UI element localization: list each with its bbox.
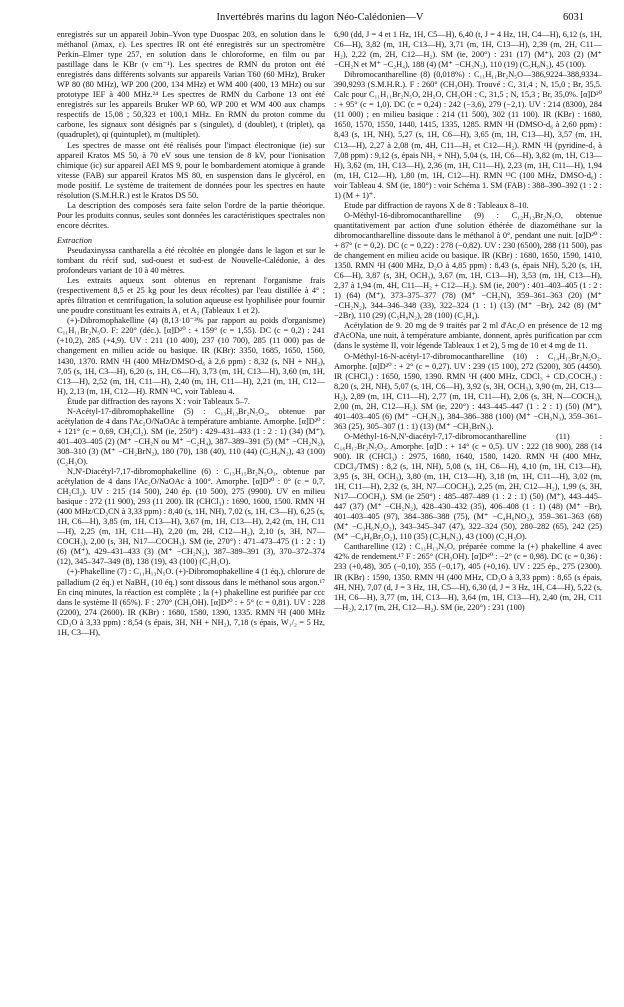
paragraph: (+)-Dibromophakelline (4) (8,13·10⁻³% par rapport au poids d'organisme) C₁₁H₁₁Br₂N₅O. F: 220° (déc.). [α]D²⁰ : + 159° (c = 1,55). DC (c = 0,2) : 241 (+10,2), 285 (+4,9). UV : 211 (10 400), 237 (10 700), 285 (11 000) pas de changement en milieu acide ou basique. IR (KBr): 3350, 1685, 1650, 1560, 1430, 1370. RMN ¹H (400 MHz/DMSO-d₆ à 2,6 ppm) : 8,32 (s, NH + NH₂), 7,05 (s, 1H, C3—H), 6,20 (s, 1H, C6—H), 3,73 (m, 1H, C13—H), 3,60 (m, 1H, C13—H), 2,52 (m, 1H, C11—H), 2,40 (m, 1H, C11—H), 2,21 (m, 1H, C12—H), 2,13 (m, 1H, C12—H). RMN ¹³C, voir Tableau 4.: [57, 316, 325, 396]
paragraph: Etude par diffraction de rayons X de 8 : Tableaux 8–10.: [344, 200, 529, 210]
paragraph: O-Méthyl-16-N,N'-diacétyl-7,17-dibromocantharelline (11) : C₁₆H₁₇Br₂N₅O₃. Amorphe. [α]D : + 14° (c = 0,5). UV : 222 (18 900), 288 (14 900). IR (CHCl₃) : 2975, 1680, 1640, 1580, 1420. RMN ¹H (400 MHz, CDCl₃/TMS) : 8,2 (s, 1H, NH), 5,08 (s, 1H, C6—H), 4,10 (m, 1H, C13—H), 3,95 (s, 3H, OCH₃), 3,80 (m, 1H, C13—H), 3,18 (m, 1H, C11—H), 3,02 (m, 1H, C11—H), 2,32 (s, 3H, N7—COCH₃), 2,25 (m, 2H, C12—H₂), 1,99 (s, 3H, N17—COCH₃). SM (ie 250°) : 485–487–489 (1 : 2 : 1) (50) (M⁺), 443–445–447 (37) (M⁺ −CH₂N₂), 428–430–432 (35), 406–408 (1 : 1) (48) (M⁺ −Br), 401–403–405 (97), 384–386–388 (75), (M⁺ −C₄H₆NO₂), 359–361–363 (68) (M⁺ −C₃H₆N₂O₂), 343–345–347 (47), 322–324 (50), 280–282 (65), 242 (25) (M⁺ −C₄H₆Br₂O₂), 110 (35) (C₅H₈N₂), 43 (100) (C₂H₃O).: [334, 431, 602, 542]
paragraph: Cantharelline (12) : C₁₁H₁₃N₅O, préparée comme la (+) phakelline 4 avec 42% de rendement.¹⁷ F : 265° (CH₃OH). [α]D²⁰ : −2° (c = 0,98). DC (c = 0,36) : 233 (+0,48), 305 (−0,10), 355 (−0,17), 405 (+0,16). UV : 225 ép., 275 (2300). IR (KBr) : 1590, 1350. RMN ¹H (400 MHz, CD₃O à 3,33 ppm) : 8,65 (s épais, 4H, NH), 7,07 (d, J = 3 Hz, 1H, C5—H), 6,30 (d, J = 3 Hz, 1H, C4—H), 5,22 (s, 1H, C6—H), 3,77 (m, 1H, C13—H), 3,64 (m, 1H, C13—H), 2,40 (m, 2H, C11—H₂), 2,17 (m, 2H, C12—H₂). SM (ie, 220°) : 231 (100): [334, 542, 602, 612]
paragraph: Pseudaxinyssa cantharella a été récoltée en plongée dans le lagon et sur le tombant du récif sud, sud-ouest et sud-est de Nouvelle-Calédonie, à des profondeurs variant de 10 à 40 mètres.: [57, 245, 325, 276]
paragraph: Dibromocantharelline (8) (0,018%) : C₁₁H₁₁Br₂N₅O—386,9224–388,9334–390,9293 (S.M.H.R.). F : 260° (CH₃OH). Trouvé : C, 31,4 ; N, 15,0 ; Br, 35,5. Calc pour C₁₁H₁₁Br₂N₅O, 2H₂O, CH₃OH : C, 31,5 ; N, 15,3 ; Br, 35,0%. [α]D²⁰ : + 95° (c = 1,0). DC (c = 0,24) : 242 (−3,6), 279 (−2,1). UV : 214 (8300), 284 (11 000) ; en milieu basique : 214 (11 500), 302 (11 100). IR (KBr) : 1680, 1650, 1570, 1550, 1440, 1415, 1335, 1285. RMN ¹H (DMSO-d₆ à 2,60 ppm) : 8,43 (s, 1H, NH), 5,27 (s, 1H, C6—H), 3,65 (m, 1H, C13—H), 3,57 (m, 1H, C13—H), 2,27 à 2,08 (m, 4H, C11—H₂ et C12—H₂). RMN ¹H (pyridine-d₅ à 7,08 ppm) : 9,12 (s, épais NH₂ + NH), 5,04 (s, 1H, C6—H), 3,82 (m, 1H, C13—H), 3,62 (m, 1H, C13—H), 2,36 (m, 1H, C11—H), 2,23 (m, 1H, C11—H), 1,94 (m, 1H, C12—H), 1,80 (m, 1H, C12—H). RMN ¹³C (100 MHz, DMSO-d₆) : voir Tableau 4. SM (ie, 180°) : voir Schéma 1. SM (FAB) : 388–390–392 (1 : 2 : 1) (M + 1)⁺.: [334, 70, 602, 200]
running-header: [56, 12, 584, 26]
paragraph: Acétylation de 9. 20 mg de 9 traités par 2 ml d'Ac₂O en présence de 12 mg d'AcONa, une nuit, à température ambiante, donnent, après purification par ccm (dans le système II, voir légende Tableaux 1 et 2), 5 mg de 10 et 4 mg de 11.: [334, 321, 602, 351]
paragraph: O-Méthyl-16-N-acétyl-17-dibromocantharelline (10) : C₁₄H₁₅Br₂N₅O₂. Amorphe. [α]D²⁰ : + 2° (c = 0,27). UV : 239 (15 100), 272 (5200), 305 (4450). IR (CHCl₃) : 1650, 1590, 1390. RMN ¹H (400 MHz, CDCl₃ + CD₃COCH₃) : 8,20 (s, 2H, NH), 5,07 (s, 1H, C6—H), 3,92 (s, 3H, OCH₃), 3,90 (m, 2H, C13—H₂), 2,89 (m, 1H, C11—H), 2,77 (m, 1H, C11—H), 2,06 (s, 3H, N—COCH₃), 2,00 (m, 2H, C12—H₂). SM (ie, 220°) : 443–445–447 (1 : 2 : 1) (50) (M⁺), 401–403–405 (6) (M⁺ −CH₂N₂), 384–386–388 (100) (M⁺ −CH₃N₃), 359–361–363 (25), 305–307 (1 : 1) (13) (M⁺ −CH₂BrN₃).: [334, 351, 602, 431]
paragraph: N,N'-Diacétyl-7,17-dibromophakelline (6) : C₁₅H₁₅Br₂N₅O₃, obtenue par acétylation de 4 dans l'Ac₂O/NaOAc à 100°. Amorphe. [α]D²⁰ : 0° (c = 0,7, CH₂Cl₂). UV : 215 (14 500), 240 ép. (10 500), 275 (9900). UV en milieu basique : 272 (11 900), 293 (11 200). IR (CHCl₃) : 1690, 1600, 1500. RMN ¹H (400 MHz/CD₃CN à 3,33 ppm) : 8,40 (s, 1H, NH), 7,02 (s, 1H, C3—H), 6,25 (s, 1H, C6—H), 3,85 (m, 1H, C13—H), 3,67 (m, 1H, C13—H), 2,42 (m, 1H, C11—H), 2,25 (m, 1H, C11—H), 2,20 (m, 2H, C12—H₂), 2,10 (s, 3H, N7—COCH₃), 2,00 (s, 3H, N17—COCH₃). SM (ie, 270°) : 471–473–475 (1 : 2 : 1) (6) (M⁺), 429–431–433 (3) (M⁺ −CH₂N₂), 387–389–391 (3), 370–372–374 (12), 345–347–349 (8), 138 (19), 43 (100) (C₂H₃O).: [57, 467, 325, 567]
paragraph: Les extraits aqueux sont obtenus en reprenant l'organisme frais (respectivement 8,5 et 25 kg pour les deux récoltes) par l'eau distillée à 4° ; après filtration et centrifugation, la solution aqueuse est lyophilisée pour fournir une poudre constituant les extraits A₁ et A₂ (Tableaux 1 et 2).: [57, 276, 325, 316]
paragraph: 6,90 (dd, J = 4 et 1 Hz, 1H, C5—H), 6,40 (t, J = 4 Hz, 1H, C4—H), 6,12 (s, 1H, C6—H), 3,82 (m, 1H, C13—H), 3,71 (m, 1H, C13—H), 2,39 (m, 2H, C11—H₂), 2,22 (m, 2H, C12—H₂). SM (ie, 200°) : 231 (17) (M⁺), 203 (2) (M⁺ −CH₂N et M⁺ −C₂H₄), 188 (4) (M⁺ −CH₃N₂), 110 (19) (C₅H₈N₂), 45 (100).: [334, 30, 602, 70]
paragraph: Étude par diffraction des rayons X : voir Tableaux 5–7.: [67, 396, 250, 406]
right-column: [334, 30, 602, 998]
page-number: 6031: [563, 12, 584, 23]
paragraph: Les spectres de masse ont été réalisés pour l'impact électronique (ie) sur appareil Kratos MS 50, à 70 eV sous une tension de 8 kV, pour l'ionisation chimique (ic) sur appareil AEI MS 9, pour le bombardement atomique à grande vitesse (FAB) sur appareil Kratos MS 80, en suspension dans le glycérol, en mode positif. Le système de traitement de données pour les spectres en haute résolution (S.M.H.R.) est le Kratos DS 50.: [57, 140, 325, 200]
running-title: Invertébrés marins du lagon Néo-Calédonien—V: [216, 12, 424, 23]
section-heading: Extraction: [57, 235, 93, 245]
paragraph: N-Acétyl-17-dibromophakelline (5) : C₁₃H₁₃Br₂N₅O₂, obtenue par acétylation de 4 dans l'Ac₂O/NaOAc à température ambiante. Amorphe. [α]D²⁰ : + 121° (c = 0,69, CH₂Cl₂). SM (ie, 250°) : 429–431–433 (1 : 2 : 1) (34) (M⁺), 401–403–405 (2) (M⁺ −CH₂N ou M⁺ −C₂H₄), 387–389–391 (5) (M⁺ −CH₂N₂), 308–310 (3) (M⁺ −CH₂BrN₂), 180 (70), 138 (40), 110 (44) (C₅H₈N₂), 43 (100) (C₂H₃O).: [57, 406, 325, 466]
paragraph: La description des composés sera faite selon l'ordre de la partie théorique. Pour les produits connus, seules sont données les caractéristiques spectrales non encore décrites.: [57, 200, 325, 230]
paragraph: O-Méthyl-16-dibromocantharelline (9) : C₁₂H₁₃Br₂N₅O, obtenue quantitativement par action d'une solution éthérée de diazométhane sur la dibromocantharelline dissoute dans le méthanol à 0°, pendant une nuit. [α]D²⁰ : + 87° (c = 0,2). DC (c = 0,22) : 278 (−0,82). UV : 230 (6500), 288 (11 500), pas de changement en milieu acide ou basique. IR (KBr) : 1680, 1650, 1590, 1410, 1350. RMN ¹H (400 MHz, D₂O à 4,85 ppm) : 8,43 (s, épais NH), 5,20 (s, 1H, C6—H), 3,87 (s, 3H, OCH₃), 3,67 (m, 1H, C13—H), 3,53 (m, 1H, C13—H), 2,37 à 1,94 (m, 4H, C11—H₂ + C12—H₂). SM (ie, 200°) : 401–403–405 (1 : 2 : 1) (64) (M⁺), 373–375–377 (78) (M⁺ −CH₂N), 359–361–363 (20) (M⁺ −CH₂N₂), 344–346–348 (33), 322–324 (1 : 1) (13) (M⁺ −Br), 242 (8) (M⁺ −2Br), 110 (29) (C₅H₈N₂), 28 (100) (C₂H₄).: [334, 210, 602, 321]
paragraph: enregistrés sur un appareil Jobin–Yvon type Duospac 203, en solution dans le méthanol (λmax, ε). Les spectres IR ont été enregistrés sur un spectromètre Perkin–Elmer type 257, en solution dans le chloroforme, en film ou par pastillage dans le KBr (ν cm⁻¹). Les spectres de RMN du proton ont été enregistrés dans différents solvants sur appareils Varian T60 (60 MHz), Bruker WP 80 (80 MHz), WP 200 (200, 134 MHz) et WM 400 (400, 13 MHz) ou sur prototype IEF à 400 MHz.²⁴ Les spectres de RMN du Carbone 13 ont été enregistrés sur les appareils Bruker WP 60, WP 200 et WM 400 aux champs respectifs de 15,08 ; 50,323 et 100,1 MHz. En RMN du proton comme du carbone, les signaux sont désignés par s (singulet), d (doublet), t (triplet), qa (quadruplet), qi (quintuplet), m (multiplet).: [57, 30, 325, 140]
paragraph: (+)-Phakelline (7) : C₁₁H₁₃N₅O. (+)-Dibromophakelline 4 (1 éq.), chlorure de palladium (2 éq.) et NaBH₄ (10 éq.) sont dissous dans le méthanol sous argon.¹⁷ En cinq minutes, la réaction est complète ; la (+) phakelline est purifiée par ccc dans le système II (65%). F : 270° (CH₃OH). [α]D²⁰ : + 5° (c = 0,81). UV : 228 (2200), 274 (2600). IR (KBr) : 1680, 1580, 1390, 1335. RMN ¹H (400 MHz CD₃O à 3,33 ppm) : 8,54 (s épais, 3H, NH + NH₂), 7,18 (s épais, W₁/₂ = 5 Hz, 1H, C3—H),: [57, 567, 325, 637]
left-column: [57, 30, 325, 998]
